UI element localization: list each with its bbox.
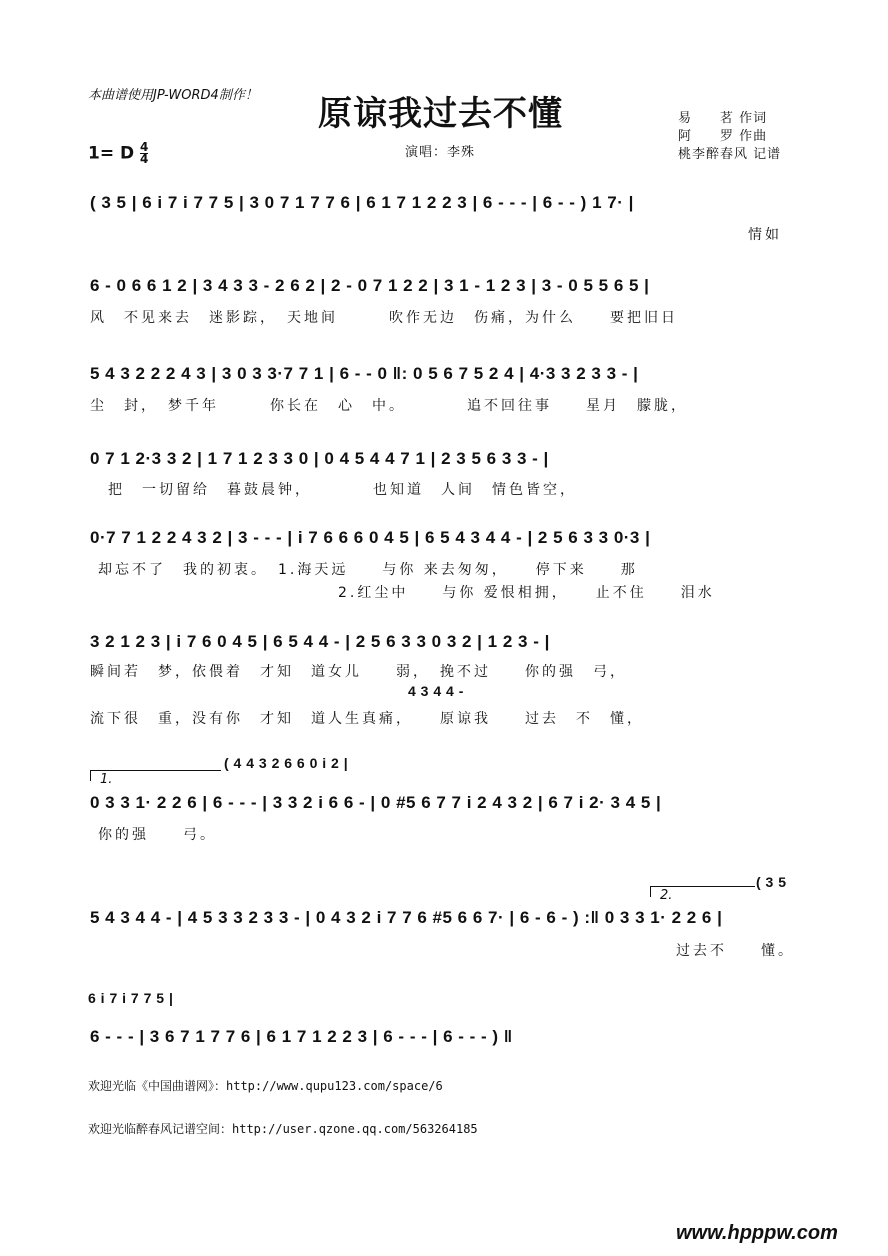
system-3-notes: 5 4 3 2 2 2 4 3 | 3 0 3 3·7 7 1 | 6 - - 0 ‖: 0 5 6 7 5 2 4 | 4·3 3 2 3 3 - |	[90, 364, 639, 383]
transcriber-credit: 桃李醉春风 记谱	[678, 147, 782, 162]
system-9-notes: 6 - - - | 3 6 7 1 7 7 6 | 6 1 7 1 2 2 3 | 6 - - - | 6 - - - ) ‖	[90, 1027, 513, 1046]
key-signature	[88, 142, 148, 165]
system-6-lyrics-verse-1: 瞬间若 梦，依偎着 才知 道女儿 弱， 挽不过 你的强 弓，	[90, 664, 627, 680]
site-watermark: www.hpppw.com	[676, 1222, 838, 1244]
system-8-lyrics: 过去不 懂。	[676, 943, 795, 959]
system-4-notes: 0 7 1 2·3 3 2 | 1 7 1 2 3 3 0 | 0 4 5 4 4 7 1 | 2 3 5 6 3 3 - |	[90, 449, 549, 468]
system-7-lyrics: 你的强 弓。	[98, 827, 217, 843]
time-signature: $\frac{4}{4}$	[140, 140, 149, 166]
system-3-lyrics: 尘 封， 梦千年 你长在 心 中。 追不回往事 星月 朦胧，	[90, 398, 688, 414]
system-1-notes: ( 3 5 | 6 i 7 i 7 7 5 | 3 0 7 1 7 7 6 | 6 1 7 1 2 2 3 | 6 - - - | 6 - - ) 1 7· |	[90, 193, 634, 212]
system-2-notes: 6 - 0 6 6 1 2 | 3 4 3 3 - 2 6 2 | 2 - 0 7 1 2 2 | 3 1 - 1 2 3 | 3 - 0 5 5 6 5 |	[90, 276, 650, 295]
system-5-lyrics-verse-1: 却忘不了 我的初衷。 1.海天远 与你 来去匆匆， 停下来 那	[98, 562, 638, 578]
singer: 演唱：李殊	[405, 145, 476, 160]
software-note: 本曲谱使用JP-WORD4制作！	[88, 88, 258, 103]
system-2-lyrics: 风 不见来去 迷影踪， 天地间 吹作无边 伤痛，为什么 要把旧日	[90, 310, 678, 326]
system-5-lyrics-verse-2: 2.红尘中 与你 爱恨相拥， 止不住 泪水	[338, 585, 715, 601]
system-7-notes: 0 3 3 1· 2 2 6 | 6 - - - | 3 3 2 i 6 6 - | 0 #5 6 7 7 i 2 4 3 2 | 6 7 i 2· 3 4 5 |	[90, 793, 662, 812]
system-8-upper-notes: ( 3 5	[756, 874, 787, 890]
song-title: 原谅我过去不懂	[318, 94, 563, 134]
second-ending-label: 2.	[660, 888, 673, 903]
system-6-notes: 3 2 1 2 3 | i 7 6 0 4 5 | 6 5 4 4 - | 2 5 6 3 3 0 3 2 | 1 2 3 - |	[90, 632, 550, 651]
system-6-lyrics-verse-2: 流下很 重，没有你 才知 道人生真痛， 原谅我 过去 不 懂，	[90, 711, 644, 727]
first-ending-label: 1.	[100, 772, 113, 787]
system-8-notes: 5 4 3 4 4 - | 4 5 3 3 2 3 3 - | 0 4 3 2 i 7 7 6 #5 6 6 7· | 6 - 6 - ) :‖ 0 3 3 1· 2 2 6 |	[90, 908, 723, 927]
system-7-upper-notes: ( 4 4 3 2 6 6 0 i 2 |	[224, 755, 349, 771]
system-5-notes: 0·7 7 1 2 2 4 3 2 | 3 - - - | i 7 6 6 6 0 4 5 | 6 5 4 3 4 4 - | 2 5 6 3 3 0·3 |	[90, 528, 651, 547]
credits-block	[678, 110, 781, 164]
system-6-alternate-notes: 4 3 4 4 -	[408, 683, 464, 699]
composer-credit: 阿 罗 作曲	[678, 129, 768, 144]
system-9-upper-notes: 6 i 7 i 7 7 5 |	[88, 990, 174, 1006]
lyricist-credit: 易 茗 作词	[678, 111, 768, 126]
footer-link-qupu[interactable]: 欢迎光临《中国曲谱网》：http://www.qupu123.com/space/6	[88, 1079, 443, 1093]
system-1-lyrics: 情如	[748, 227, 782, 243]
system-4-lyrics: 把 一切留给 暮鼓晨钟， 也知道 人间 情色皆空，	[108, 482, 577, 498]
key-label: 1= D	[88, 143, 135, 164]
footer-link-qzone[interactable]: 欢迎光临醉春风记谱空间：http://user.qzone.qq.com/563264185	[88, 1122, 478, 1136]
